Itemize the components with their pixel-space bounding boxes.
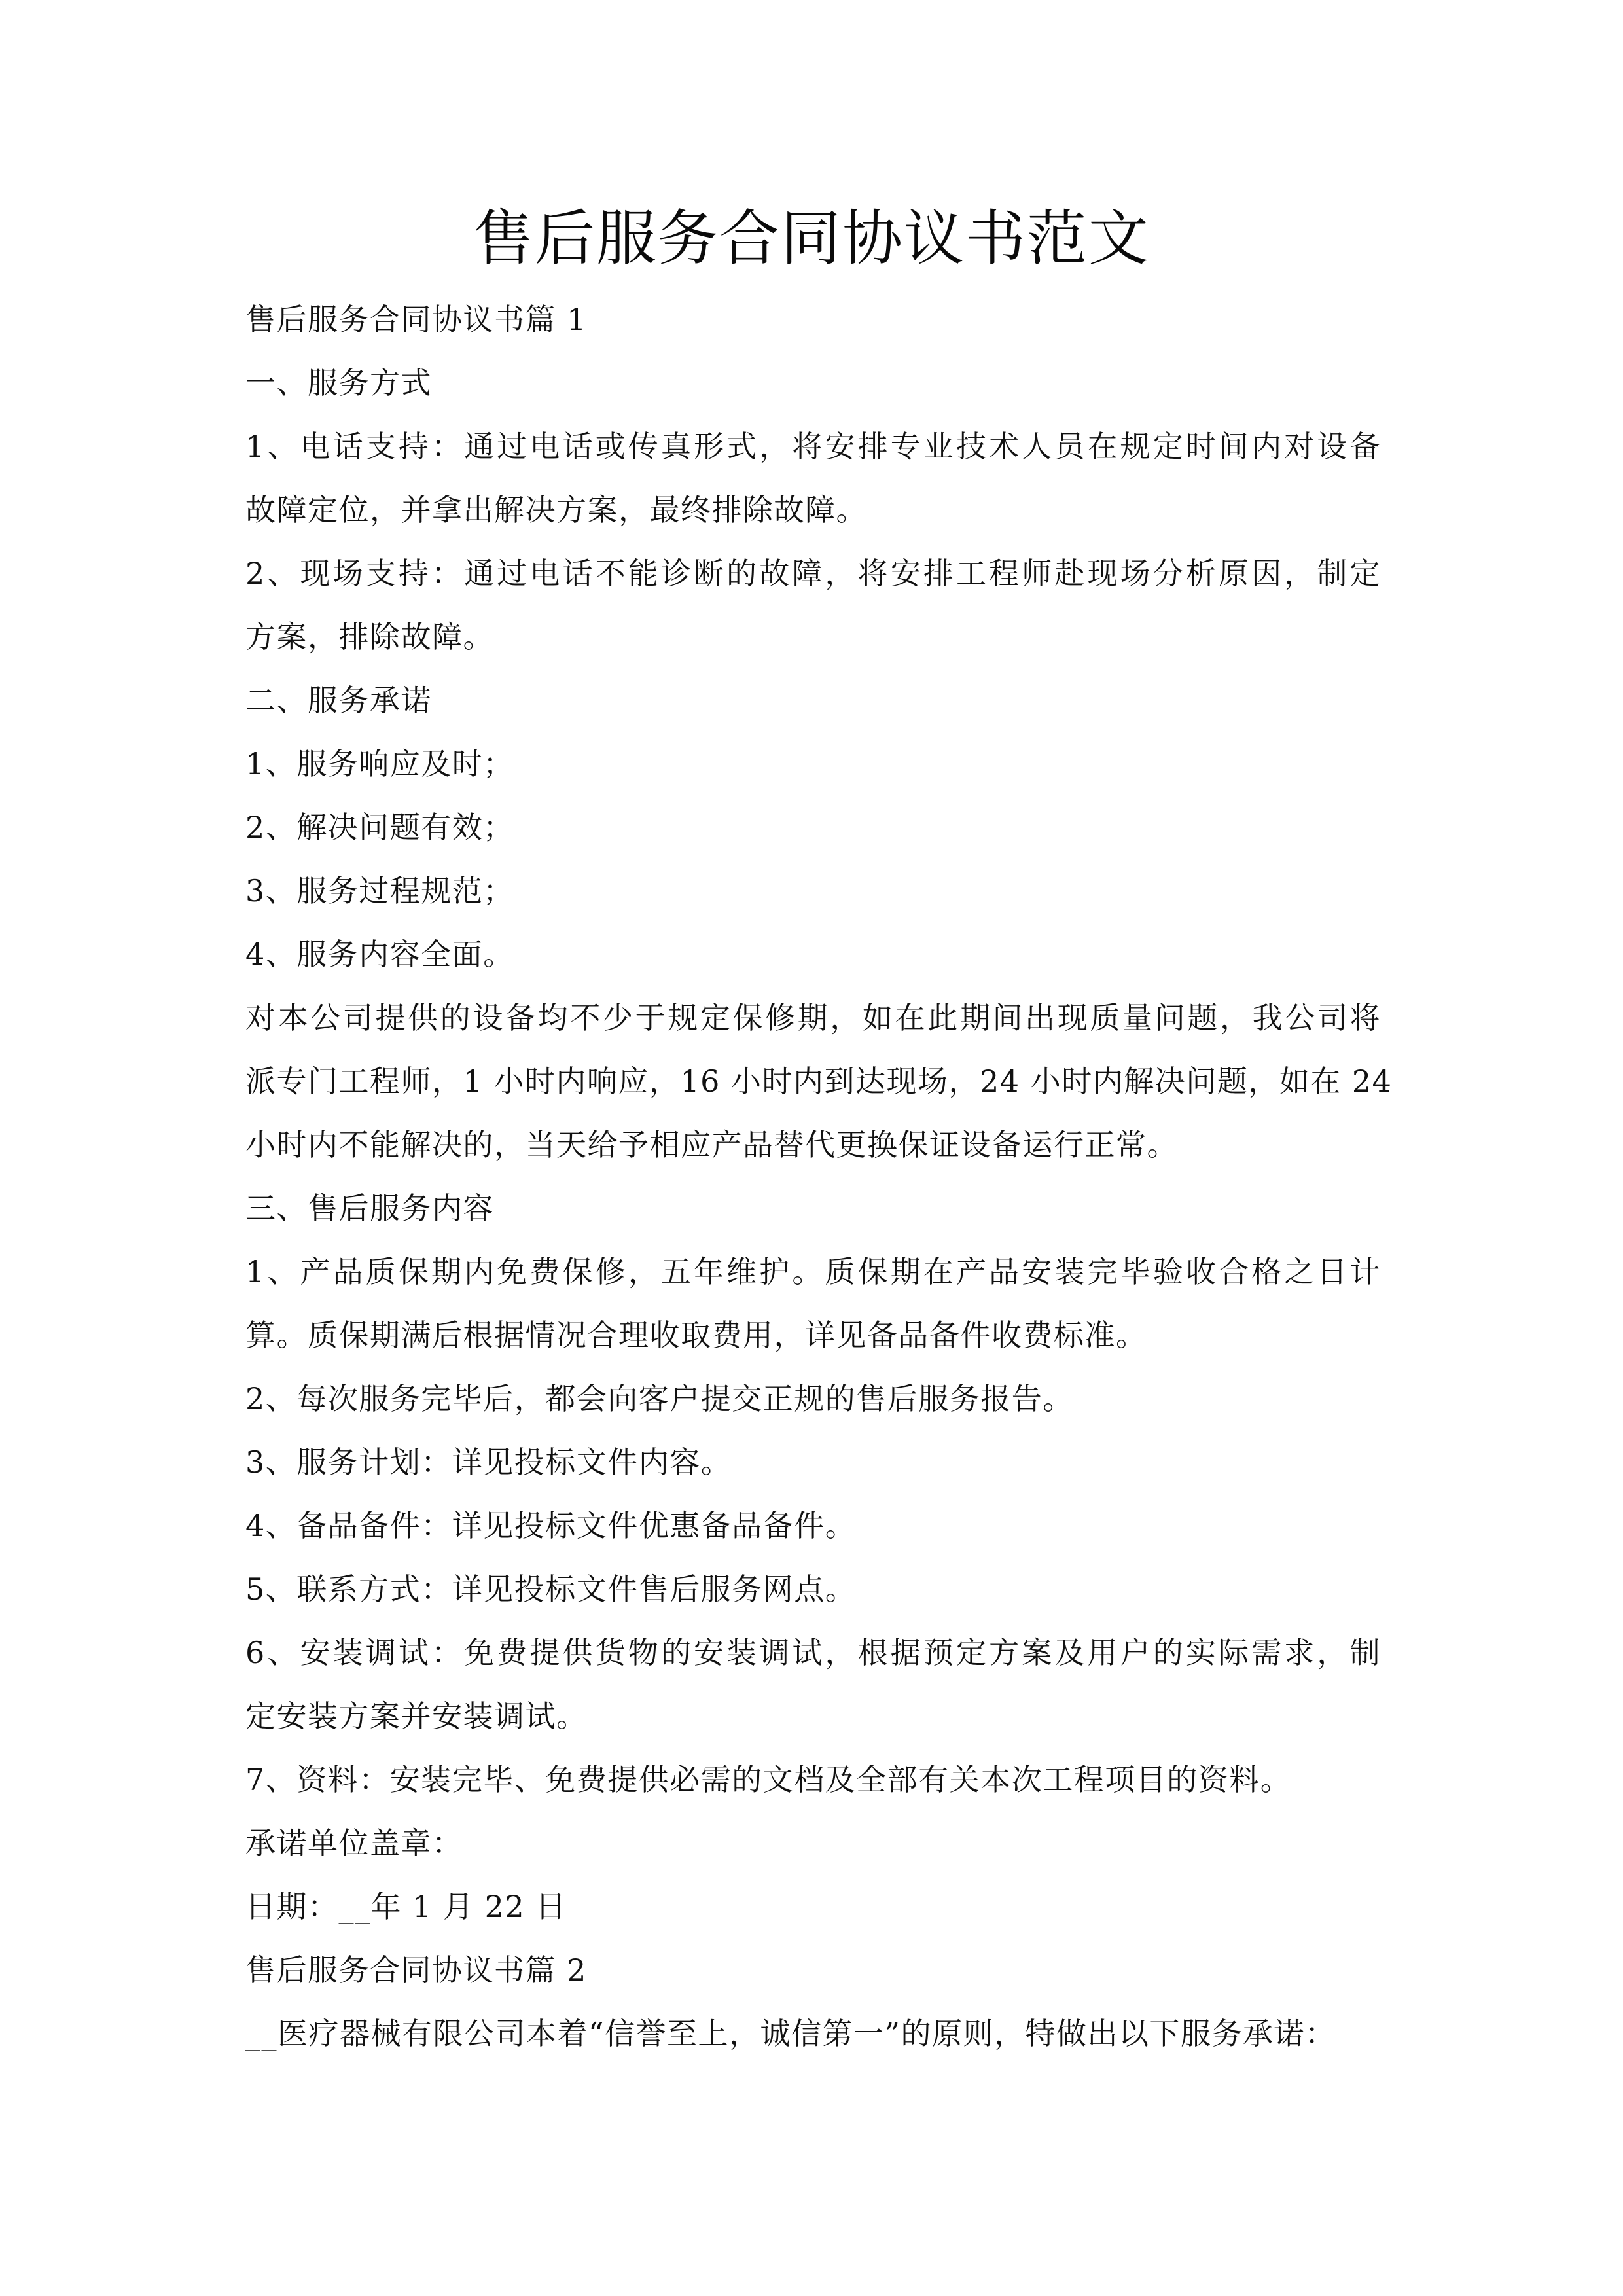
section-heading-part-1 bbox=[245, 288, 1381, 351]
text-line: 定安装方案并安装调试。 bbox=[245, 1698, 588, 1734]
text-line: 2、解决问题有效； bbox=[245, 810, 514, 845]
text-line: 承诺单位盖章： bbox=[245, 1825, 463, 1861]
signature-seal-line bbox=[245, 1812, 1381, 1875]
list-item-commitment-4 bbox=[245, 923, 1381, 986]
document-title: 售后服务合同协议书范文 bbox=[473, 204, 1150, 274]
text-line: 派专门工程师，1 小时内响应，16 小时内到达现场，24 小时内解决问题，如在 24 bbox=[245, 1064, 1393, 1099]
text-line: 1、产品质保期内免费保修，五年维护。质保期在产品安装完毕验收合格之日计 bbox=[245, 1254, 1381, 1289]
text-line: 3、服务过程规范； bbox=[245, 873, 514, 908]
date-line bbox=[245, 1875, 1381, 1939]
list-item-content-2 bbox=[245, 1367, 1381, 1431]
text-line: 6、安装调试：免费提供货物的安装调试，根据预定方案及用户的实际需求，制 bbox=[245, 1635, 1381, 1670]
text-line: 7、资料：安装完毕、免费提供必需的文档及全部有关本次工程项目的资料。 bbox=[245, 1762, 1292, 1797]
list-item-commitment-1 bbox=[245, 732, 1381, 796]
text-line: 故障定位，并拿出解决方案，最终排除故障。 bbox=[245, 492, 867, 528]
text-line: 日期：__年 1 月 22 日 bbox=[245, 1889, 567, 1924]
list-item-content-3 bbox=[245, 1431, 1381, 1494]
text-line: 5、联系方式：详见投标文件售后服务网点。 bbox=[245, 1571, 857, 1607]
list-item-commitment-2 bbox=[245, 796, 1381, 859]
text-line: 小时内不能解决的，当天给予相应产品替代更换保证设备运行正常。 bbox=[245, 1127, 1178, 1162]
paragraph-onsite-support bbox=[245, 542, 1381, 669]
list-item-content-5 bbox=[245, 1558, 1381, 1621]
list-item-content-6 bbox=[245, 1621, 1381, 1748]
list-item-content-4 bbox=[245, 1494, 1381, 1558]
text-line: 4、备品备件：详见投标文件优惠备品备件。 bbox=[245, 1508, 857, 1543]
list-item-content-7 bbox=[245, 1748, 1381, 1812]
section-heading-service-commitment bbox=[245, 669, 1381, 732]
text-line: 方案，排除故障。 bbox=[245, 619, 494, 655]
list-item-commitment-3 bbox=[245, 859, 1381, 923]
paragraph-phone-support bbox=[245, 415, 1381, 542]
section-heading-after-sales-content bbox=[245, 1177, 1381, 1240]
document-body bbox=[245, 288, 1393, 2066]
text-line: 售后服务合同协议书篇 1 bbox=[245, 302, 587, 337]
text-line: 二、服务承诺 bbox=[245, 683, 432, 718]
text-line: __医疗器械有限公司本着“信誉至上，诚信第一”的原则，特做出以下服务承诺： bbox=[245, 2016, 1336, 2051]
text-line: 2、现场支持：通过电话不能诊断的故障，将安排工程师赴现场分析原因，制定 bbox=[245, 556, 1381, 591]
text-line: 2、每次服务完毕后，都会向客户提交正规的售后服务报告。 bbox=[245, 1381, 1074, 1416]
section-heading-service-method bbox=[245, 351, 1381, 415]
text-line: 3、服务计划：详见投标文件内容。 bbox=[245, 1444, 732, 1480]
list-item-content-1 bbox=[245, 1240, 1381, 1367]
text-line: 1、电话支持：通过电话或传真形式，将安排专业技术人员在规定时间内对设备 bbox=[245, 429, 1381, 464]
text-line: 4、服务内容全面。 bbox=[245, 937, 514, 972]
paragraph-warranty-response bbox=[245, 986, 1393, 1177]
text-line: 三、售后服务内容 bbox=[245, 1191, 494, 1226]
text-line: 1、服务响应及时； bbox=[245, 746, 514, 781]
text-line: 算。质保期满后根据情况合理收取费用，详见备品备件收费标准。 bbox=[245, 1318, 1147, 1353]
text-line: 售后服务合同协议书篇 2 bbox=[245, 1952, 587, 1988]
paragraph-company-commitment bbox=[245, 2002, 1381, 2066]
text-line: 对本公司提供的设备均不少于规定保修期，如在此期间出现质量问题，我公司将 bbox=[245, 1000, 1381, 1035]
section-heading-part-2 bbox=[245, 1939, 1381, 2002]
text-line: 一、服务方式 bbox=[245, 365, 432, 401]
